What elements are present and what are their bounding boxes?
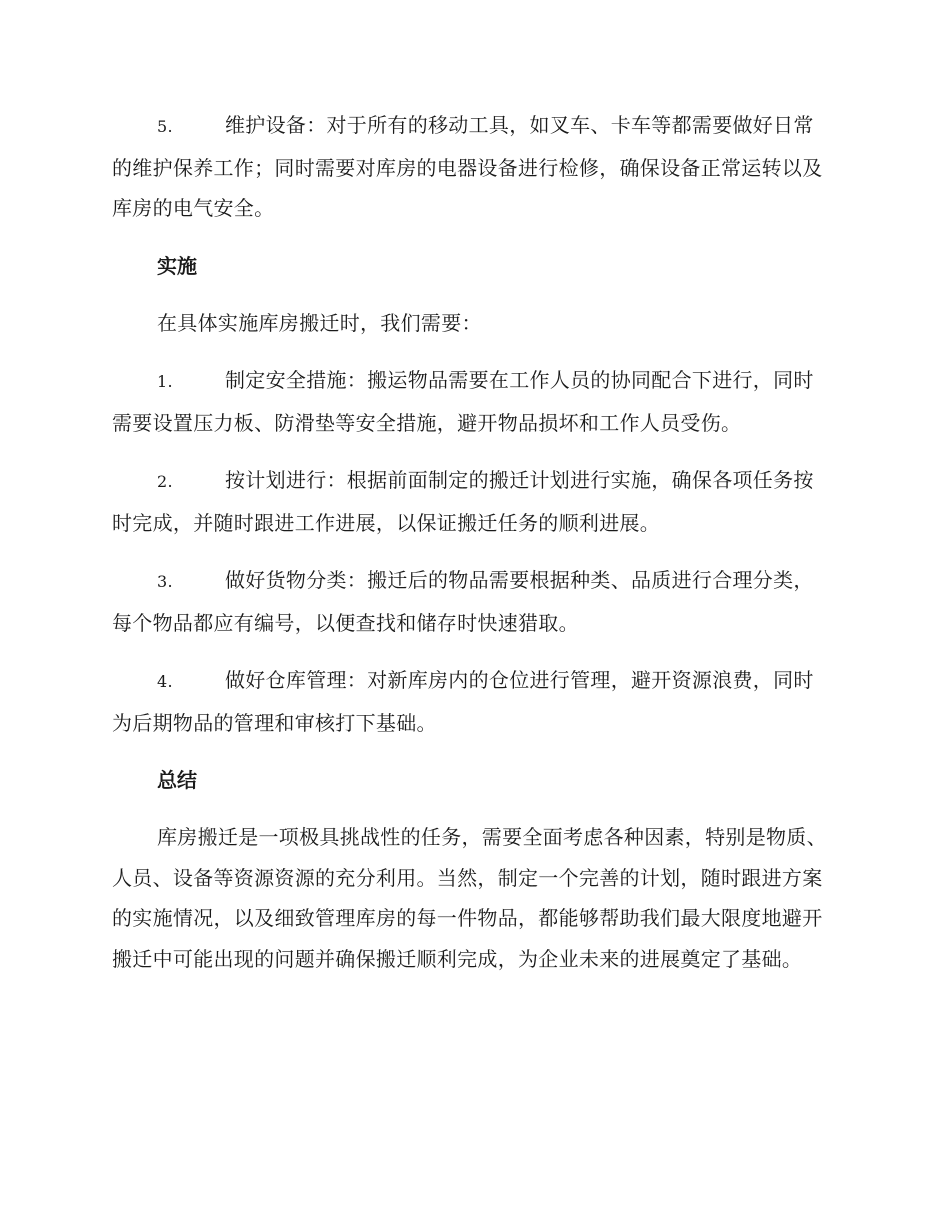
list-item: [112, 360, 832, 443]
list-item-maintain-equipment: [112, 105, 832, 229]
list-item: [112, 560, 832, 643]
list-number: 2.: [157, 472, 173, 491]
list-item-text: 维护设备：对于所有的移动工具，如叉车、卡车等都需要做好日常的维护保养工作；同时需要对库房的电器设备进行检修，确保设备正常运转以及库房的电气安全。: [112, 113, 823, 220]
list-item-text: 做好仓库管理：对新库房内的仓位进行管理，避开资源浪费，同时为后期物品的管理和审核打下基础。: [112, 668, 814, 735]
list-number: 1.: [157, 372, 173, 391]
list-number: 3.: [157, 572, 173, 591]
implementation-intro: 在具体实施库房搬迁时，我们需要：: [157, 310, 482, 335]
summary-paragraph: 库房搬迁是一项极具挑战性的任务，需要全面考虑各种因素，特别是物质、人员、设备等资源资源的充分利用。当然，制定一个完善的计划，随时跟进方案的实施情况，以及细致管理库房的每一件物品，都能够帮助我们最大限度地避开搬迁中可能出现的问题并确保搬迁顺利完成，为企业未来的进展奠定了基础。: [112, 825, 827, 971]
list-item: [112, 660, 832, 743]
section-heading-summary: 总结: [157, 768, 197, 792]
list-number: 5.: [157, 117, 173, 136]
list-item-text: 按计划进行：根据前面制定的搬迁计划进行实施，确保各项任务按时完成，并随时跟进工作进展，以保证搬迁任务的顺利进展。: [112, 468, 814, 535]
document-page: [112, 105, 832, 996]
list-item: [112, 460, 832, 543]
list-item-text: 制定安全措施：搬运物品需要在工作人员的协同配合下进行，同时需要设置压力板、防滑垫等安全措施，避开物品损坏和工作人员受伤。: [112, 368, 814, 435]
section-heading-implementation: 实施: [157, 253, 197, 278]
list-item-text: 做好货物分类：搬迁后的物品需要根据种类、品质进行合理分类，每个物品都应有编号，以便查找和储存时快速猎取。: [112, 568, 814, 635]
list-number: 4.: [157, 672, 173, 691]
